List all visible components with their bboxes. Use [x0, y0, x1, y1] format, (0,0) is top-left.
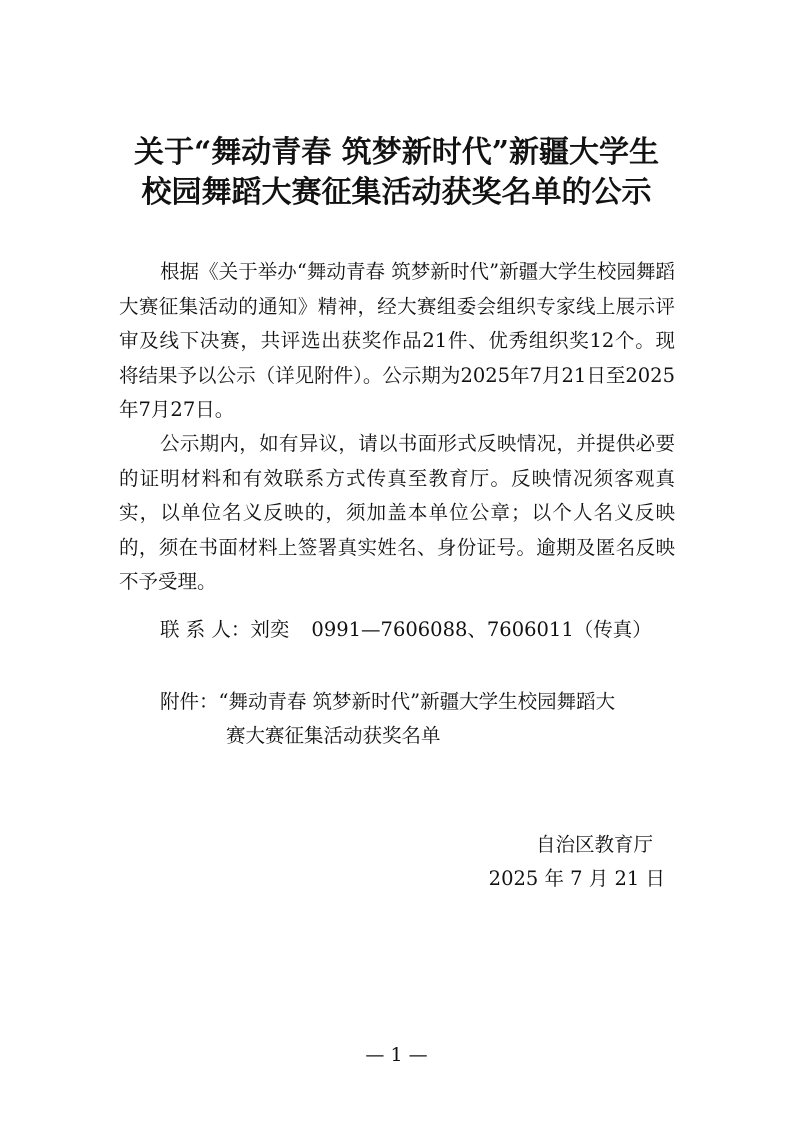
document-title: [90, 133, 703, 213]
contact-phone: 0991—7606088、7606011（传真）: [311, 618, 652, 641]
body-paragraph-2: 公示期内，如有异议，请以书面形式反映情况，并提供必要的证明材料和有效联系方式传真至教育厅。反映情况须客观真实，以单位名义反映的，须加盖本单位公章；以个人名义反映的，须在书面材料上签署真实姓名、身份证号。逾期及匿名反映不予受理。: [119, 432, 675, 593]
contact-line: [160, 616, 652, 644]
signature-date: 2025 年 7 月 21 日: [488, 867, 665, 890]
attachment-line-2: 赛大赛征集活动获奖名单: [226, 724, 441, 747]
title-line-2: 校园舞蹈大赛征集活动获奖名单的公示: [141, 175, 652, 210]
signature-block: [489, 828, 665, 896]
signature-org: 自治区教育厅: [535, 833, 653, 856]
body-paragraph-1: 根据《关于举办“舞动青春 筑梦新时代”新疆大学生校园舞蹈大赛征集活动的通知》精神，经大赛组委会组织专家线上展示评审及线下决赛，共评选出获奖作品21件、优秀组织奖12个。现将结果予以公示（详见附件）。公示期为2025年7月21日至2025年7月27日。: [119, 260, 675, 421]
attachment-line-1: 附件：“舞动青春 筑梦新时代”新疆大学生校园舞蹈大: [160, 690, 616, 713]
title-line-1: 关于“舞动青春 筑梦新时代”新疆大学生: [134, 135, 659, 170]
page-number: — 1 —: [365, 1044, 428, 1066]
attachment-note: [160, 685, 675, 753]
contact-label: 联 系 人：刘奕: [160, 618, 290, 641]
